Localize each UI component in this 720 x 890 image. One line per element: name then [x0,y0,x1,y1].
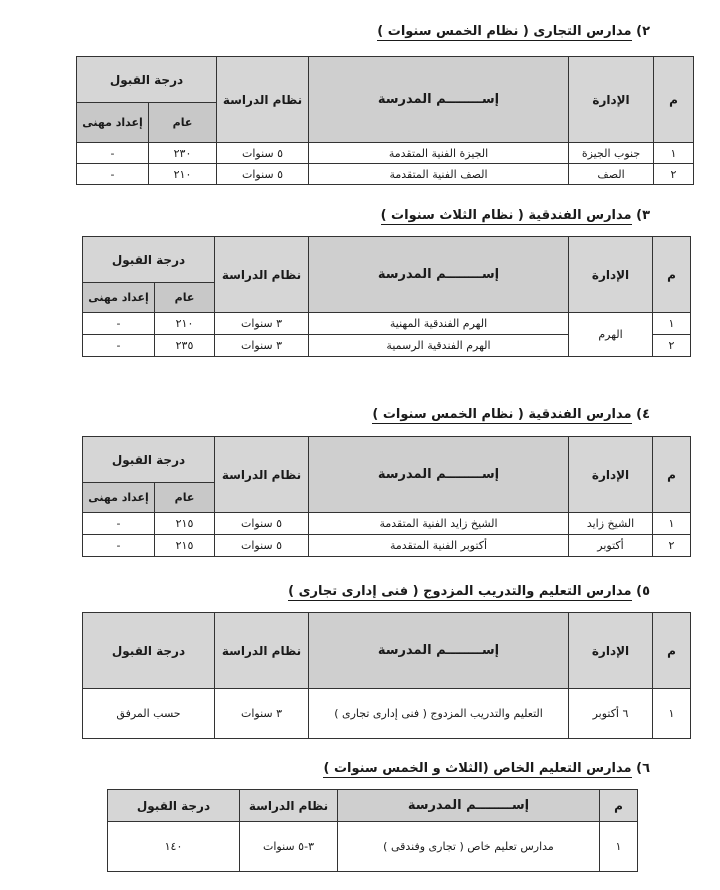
header-vocational: إعداد مهنى [83,483,155,513]
row-num: ٢ [653,335,691,357]
header-school: إســــــــم المدرسة [338,790,600,822]
row-school: التعليم والتدريب المزدوج ( فنى إدارى تجارى ) [309,689,569,739]
table-row [108,822,638,872]
section-3-title-text: مدارس الفندقية ( نظام الثلاث سنوات ) [380,208,632,223]
row-general: ٢١٥ [155,513,215,535]
table-row [77,143,694,164]
header-admin: الإدارة [569,57,654,143]
header-school: إســــــــم المدرسة [309,437,569,513]
row-system: ٥ سنوات [217,143,309,164]
row-admin: الهرم [569,313,653,357]
section-2-table [76,56,694,185]
header-vocational: إعداد مهنى [77,103,149,143]
row-num: ١ [653,313,691,335]
header-general: عام [155,483,215,513]
section-5-title [288,584,650,599]
table-row [77,164,694,185]
row-admin: ٦ أكتوبر [569,689,653,739]
header-school: إســــــــم المدرسة [309,613,569,689]
section-6-table [107,789,638,872]
section-3-number: ٣) [636,208,650,223]
row-general: ٢٣٠ [149,143,217,164]
header-school: إســــــــم المدرسة [309,57,569,143]
header-general: عام [149,103,217,143]
header-num: م [653,437,691,513]
row-general: ٢١٠ [149,164,217,185]
row-school: الهرم الفندقية المهنية [309,313,569,335]
header-num: م [600,790,638,822]
row-system: ٥ سنوات [217,164,309,185]
section-6-number: ٦) [636,761,650,776]
row-vocational: - [77,164,149,185]
row-vocational: - [77,143,149,164]
row-system: ٥ سنوات [215,535,309,557]
row-admin: أكتوبر [569,535,653,557]
header-admission: درجة القبول [108,790,240,822]
header-admission: درجة القبول [83,437,215,483]
row-system: ٣ سنوات [215,313,309,335]
row-num: ٢ [654,164,694,185]
section-2-number: ٢) [636,24,650,39]
row-general: ٢١٥ [155,535,215,557]
row-school: مدارس تعليم خاص ( تجارى وفندقى ) [338,822,600,872]
row-system: ٣ سنوات [215,689,309,739]
row-school: أكتوبر الفنية المتقدمة [309,535,569,557]
row-school: الشيخ زايد الفنية المتقدمة [309,513,569,535]
header-system: نظام الدراسة [240,790,338,822]
header-admin: الإدارة [569,437,653,513]
row-school: الجيزة الفنية المتقدمة [309,143,569,164]
section-5-title-text: مدارس التعليم والتدريب المزدوج ( فنى إدارى تجارى ) [288,584,632,599]
row-system: ٣ سنوات [215,335,309,357]
header-admission: درجة القبول [77,57,217,103]
table-row [83,313,691,335]
row-general: ٢١٠ [155,313,215,335]
section-4-title [372,407,650,422]
section-6-title [323,761,650,776]
section-5-number: ٥) [636,584,650,599]
row-system: ٥ سنوات [215,513,309,535]
table-row [83,689,691,739]
row-school: الصف الفنية المتقدمة [309,164,569,185]
row-admin: الصف [569,164,654,185]
section-5-table [82,612,691,739]
row-admission: حسب المرفق [83,689,215,739]
table-row [83,535,691,557]
section-4-table [82,436,691,557]
row-school: الهرم الفندقية الرسمية [309,335,569,357]
header-system: نظام الدراسة [215,437,309,513]
section-4-number: ٤) [636,407,650,422]
row-num: ١ [654,143,694,164]
header-num: م [654,57,694,143]
header-school: إســــــــم المدرسة [309,237,569,313]
row-system: ٣-٥ سنوات [240,822,338,872]
row-num: ٢ [653,535,691,557]
header-admission: درجة القبول [83,237,215,283]
header-system: نظام الدراسة [215,613,309,689]
section-6-title-text: مدارس التعليم الخاص (الثلاث و الخمس سنوات ) [323,761,632,776]
header-vocational: إعداد مهنى [83,283,155,313]
row-vocational: - [83,513,155,535]
section-3-title [381,208,650,223]
row-general: ٢٣٥ [155,335,215,357]
header-admin: الإدارة [569,237,653,313]
header-num: م [653,237,691,313]
table-row [83,513,691,535]
row-vocational: - [83,335,155,357]
header-general: عام [155,283,215,313]
header-system: نظام الدراسة [217,57,309,143]
row-num: ١ [653,513,691,535]
section-2-title-text: مدارس التجارى ( نظام الخمس سنوات ) [377,24,632,39]
row-num: ١ [653,689,691,739]
row-admin: جنوب الجيزة [569,143,654,164]
header-admission: درجة القبول [83,613,215,689]
row-admin: الشيخ زايد [569,513,653,535]
section-4-title-text: مدارس الفندقية ( نظام الخمس سنوات ) [372,407,632,422]
row-admission: ١٤٠ [108,822,240,872]
row-vocational: - [83,535,155,557]
header-num: م [653,613,691,689]
header-admin: الإدارة [569,613,653,689]
row-num: ١ [600,822,638,872]
section-3-table [82,236,691,357]
row-vocational: - [83,313,155,335]
section-2-title [377,24,650,39]
header-system: نظام الدراسة [215,237,309,313]
